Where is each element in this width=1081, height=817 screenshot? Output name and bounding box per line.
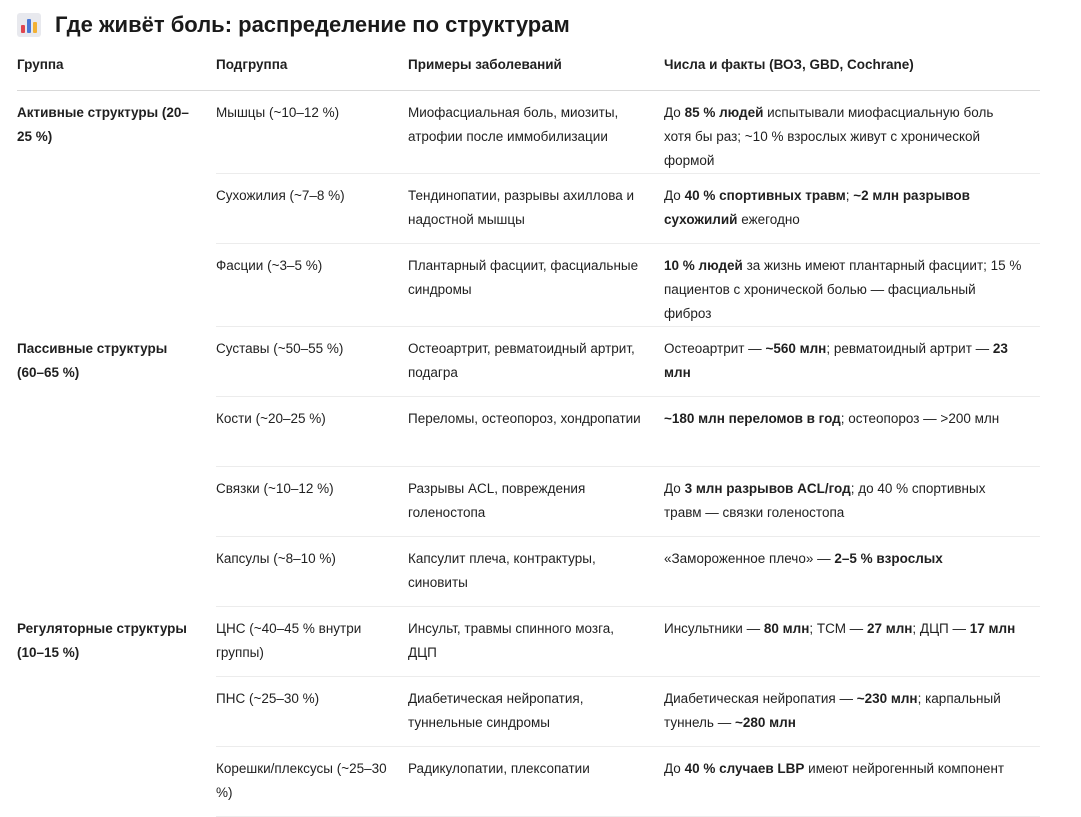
group-cell (17, 174, 216, 244)
fact-text: Инсультники — (664, 621, 764, 636)
document (0, 12, 1081, 817)
examples-cell-text: Миофасциальная боль, миозиты, атрофии после иммобилизации (408, 105, 619, 144)
examples-cell-text: Разрывы ACL, повреждения голеностопа (408, 481, 586, 520)
examples-cell-text: Тендинопатии, разрывы ахиллова и надостной мышцы (408, 188, 635, 227)
subgroup-cell (216, 91, 408, 174)
table-row (17, 677, 1040, 747)
fact-text: ; карпальный туннель — (664, 691, 1001, 730)
examples-cell (408, 327, 664, 397)
facts-cell (664, 537, 1040, 607)
examples-cell-text: Остеоартрит, ревматоидный артрит, подагра (408, 341, 635, 380)
examples-cell (408, 747, 664, 817)
table-row (17, 607, 1040, 677)
fact-text: испытывали миофасциальную боль хотя бы раз; ~10 % взрослых живут с хронической формой (664, 105, 994, 168)
fact-text: ; ТСМ — (809, 621, 867, 636)
group-cell (17, 677, 216, 747)
fact-text: До (664, 481, 685, 496)
examples-cell (408, 607, 664, 677)
group-cell (17, 607, 216, 677)
page-title (17, 12, 1081, 38)
facts-cell-text (664, 337, 1040, 385)
fact-highlight: 3 млн разрывов ACL/год (684, 481, 851, 496)
group-cell (17, 244, 216, 327)
facts-cell-text (664, 101, 1040, 173)
subgroup-cell-text: Корешки/плексусы (~25–30 %) (216, 761, 387, 800)
group-cell (17, 397, 216, 467)
fact-highlight: 2–5 % взрослых (834, 551, 943, 566)
fact-highlight: 10 % людей (664, 258, 743, 273)
examples-cell-text: Переломы, остеопороз, хондропатии (408, 411, 641, 426)
header-subgroup: Подгруппа (216, 56, 408, 91)
fact-text: ежегодно (737, 212, 800, 227)
facts-cell (664, 327, 1040, 397)
fact-text: До (664, 761, 685, 776)
fact-text: ; ДЦП — (912, 621, 970, 636)
facts-cell-text (664, 547, 1040, 571)
facts-cell-text (664, 254, 1040, 326)
subgroup-cell-text: Мышцы (~10–12 %) (216, 105, 340, 120)
header-facts: Числа и факты (ВОЗ, GBD, Cochrane) (664, 56, 1040, 91)
header-group: Группа (17, 56, 216, 91)
facts-cell-text (664, 757, 1040, 781)
fact-highlight: 80 млн (763, 621, 810, 636)
group-cell (17, 537, 216, 607)
fact-text: Диабетическая нейропатия — (664, 691, 857, 706)
group-cell (17, 467, 216, 537)
fact-highlight: ~560 млн (765, 341, 827, 356)
fact-highlight: 17 млн (969, 621, 1016, 636)
facts-cell-text (664, 477, 1040, 525)
fact-highlight: ~280 млн (734, 715, 796, 730)
fact-highlight: 40 % случаев LBP (684, 761, 805, 776)
table-body (17, 91, 1040, 817)
fact-highlight: 40 % спортивных травм (684, 188, 846, 203)
table-row (17, 91, 1040, 174)
examples-cell (408, 537, 664, 607)
fact-text: ; до 40 % спортивных травм — связки голеностопа (664, 481, 986, 520)
subgroup-cell-text: Кости (~20–25 %) (216, 411, 326, 426)
facts-cell (664, 244, 1040, 327)
fact-text: ; ревматоидный артрит — (826, 341, 993, 356)
header-examples: Примеры заболеваний (408, 56, 664, 91)
table-row (17, 327, 1040, 397)
subgroup-cell (216, 244, 408, 327)
facts-cell-text (664, 617, 1040, 641)
examples-cell-text: Капсулит плеча, контрактуры, синовиты (408, 551, 596, 590)
examples-cell-text: Диабетическая нейропатия, туннельные синдромы (408, 691, 584, 730)
facts-cell (664, 607, 1040, 677)
subgroup-cell (216, 397, 408, 467)
subgroup-cell (216, 327, 408, 397)
fact-text: ; остеопороз — >200 млн (840, 411, 1000, 426)
subgroup-cell-text: Фасции (~3–5 %) (216, 258, 323, 273)
subgroup-cell-text: ЦНС (~40–45 % внутри группы) (216, 621, 362, 660)
facts-cell (664, 747, 1040, 817)
subgroup-cell-text: Суставы (~50–55 %) (216, 341, 344, 356)
table-header-row (17, 56, 1040, 91)
subgroup-cell (216, 607, 408, 677)
fact-highlight: 23 млн (664, 341, 1008, 380)
table-row (17, 747, 1040, 817)
group-cell-text: Пассивные структуры (60–65 %) (17, 340, 168, 380)
fact-text: за жизнь имеют плантарный фасциит; 15 % пациентов с хронической болью — фасциальный фиброз (664, 258, 1022, 321)
examples-cell (408, 677, 664, 747)
fact-text: До (664, 188, 685, 203)
table-row (17, 467, 1040, 537)
facts-cell (664, 91, 1040, 174)
table-row (17, 397, 1040, 467)
facts-cell-text (664, 687, 1040, 735)
fact-highlight: ~2 млн разрывов сухожилий (664, 188, 970, 227)
table-row (17, 244, 1040, 327)
fact-highlight: ~230 млн (856, 691, 918, 706)
fact-highlight: 27 млн (866, 621, 913, 636)
fact-highlight: ~180 млн переломов в год (664, 411, 841, 426)
group-cell-text: Регуляторные структуры (10–15 %) (17, 620, 187, 660)
group-cell (17, 327, 216, 397)
page-title-text: Где живёт боль: распределение по структурам (55, 12, 570, 37)
examples-cell (408, 467, 664, 537)
subgroup-cell (216, 467, 408, 537)
subgroup-cell-text: Сухожилия (~7–8 %) (216, 188, 345, 203)
examples-cell (408, 244, 664, 327)
examples-cell (408, 397, 664, 467)
facts-cell-text (664, 407, 1040, 431)
subgroup-cell (216, 677, 408, 747)
subgroup-cell-text: ПНС (~25–30 %) (216, 691, 320, 706)
subgroup-cell (216, 537, 408, 607)
examples-cell (408, 91, 664, 174)
table-row (17, 537, 1040, 607)
fact-text: До (664, 105, 685, 120)
fact-text: Остеоартрит — (664, 341, 766, 356)
facts-cell (664, 397, 1040, 467)
group-cell (17, 747, 216, 817)
subgroup-cell-text: Капсулы (~8–10 %) (216, 551, 336, 566)
fact-text: ; (845, 188, 854, 203)
structures-table (17, 56, 1040, 817)
table-row (17, 174, 1040, 244)
bar-chart-icon (17, 13, 41, 37)
examples-cell-text: Плантарный фасциит, фасциальные синдромы (408, 258, 639, 297)
facts-cell (664, 677, 1040, 747)
fact-text: имеют нейрогенный компонент (804, 761, 1005, 776)
examples-cell-text: Инсульт, травмы спинного мозга, ДЦП (408, 621, 614, 660)
group-cell (17, 91, 216, 174)
group-cell-text: Активные структуры (20–25 %) (17, 105, 189, 144)
subgroup-cell-text: Связки (~10–12 %) (216, 481, 334, 496)
subgroup-cell (216, 174, 408, 244)
subgroup-cell (216, 747, 408, 817)
facts-cell (664, 467, 1040, 537)
examples-cell (408, 174, 664, 244)
facts-cell-text (664, 184, 1040, 232)
fact-highlight: 85 % людей (684, 105, 764, 120)
fact-text: «Замороженное плечо» — (664, 551, 835, 566)
examples-cell-text: Радикулопатии, плексопатии (408, 761, 590, 776)
facts-cell (664, 174, 1040, 244)
